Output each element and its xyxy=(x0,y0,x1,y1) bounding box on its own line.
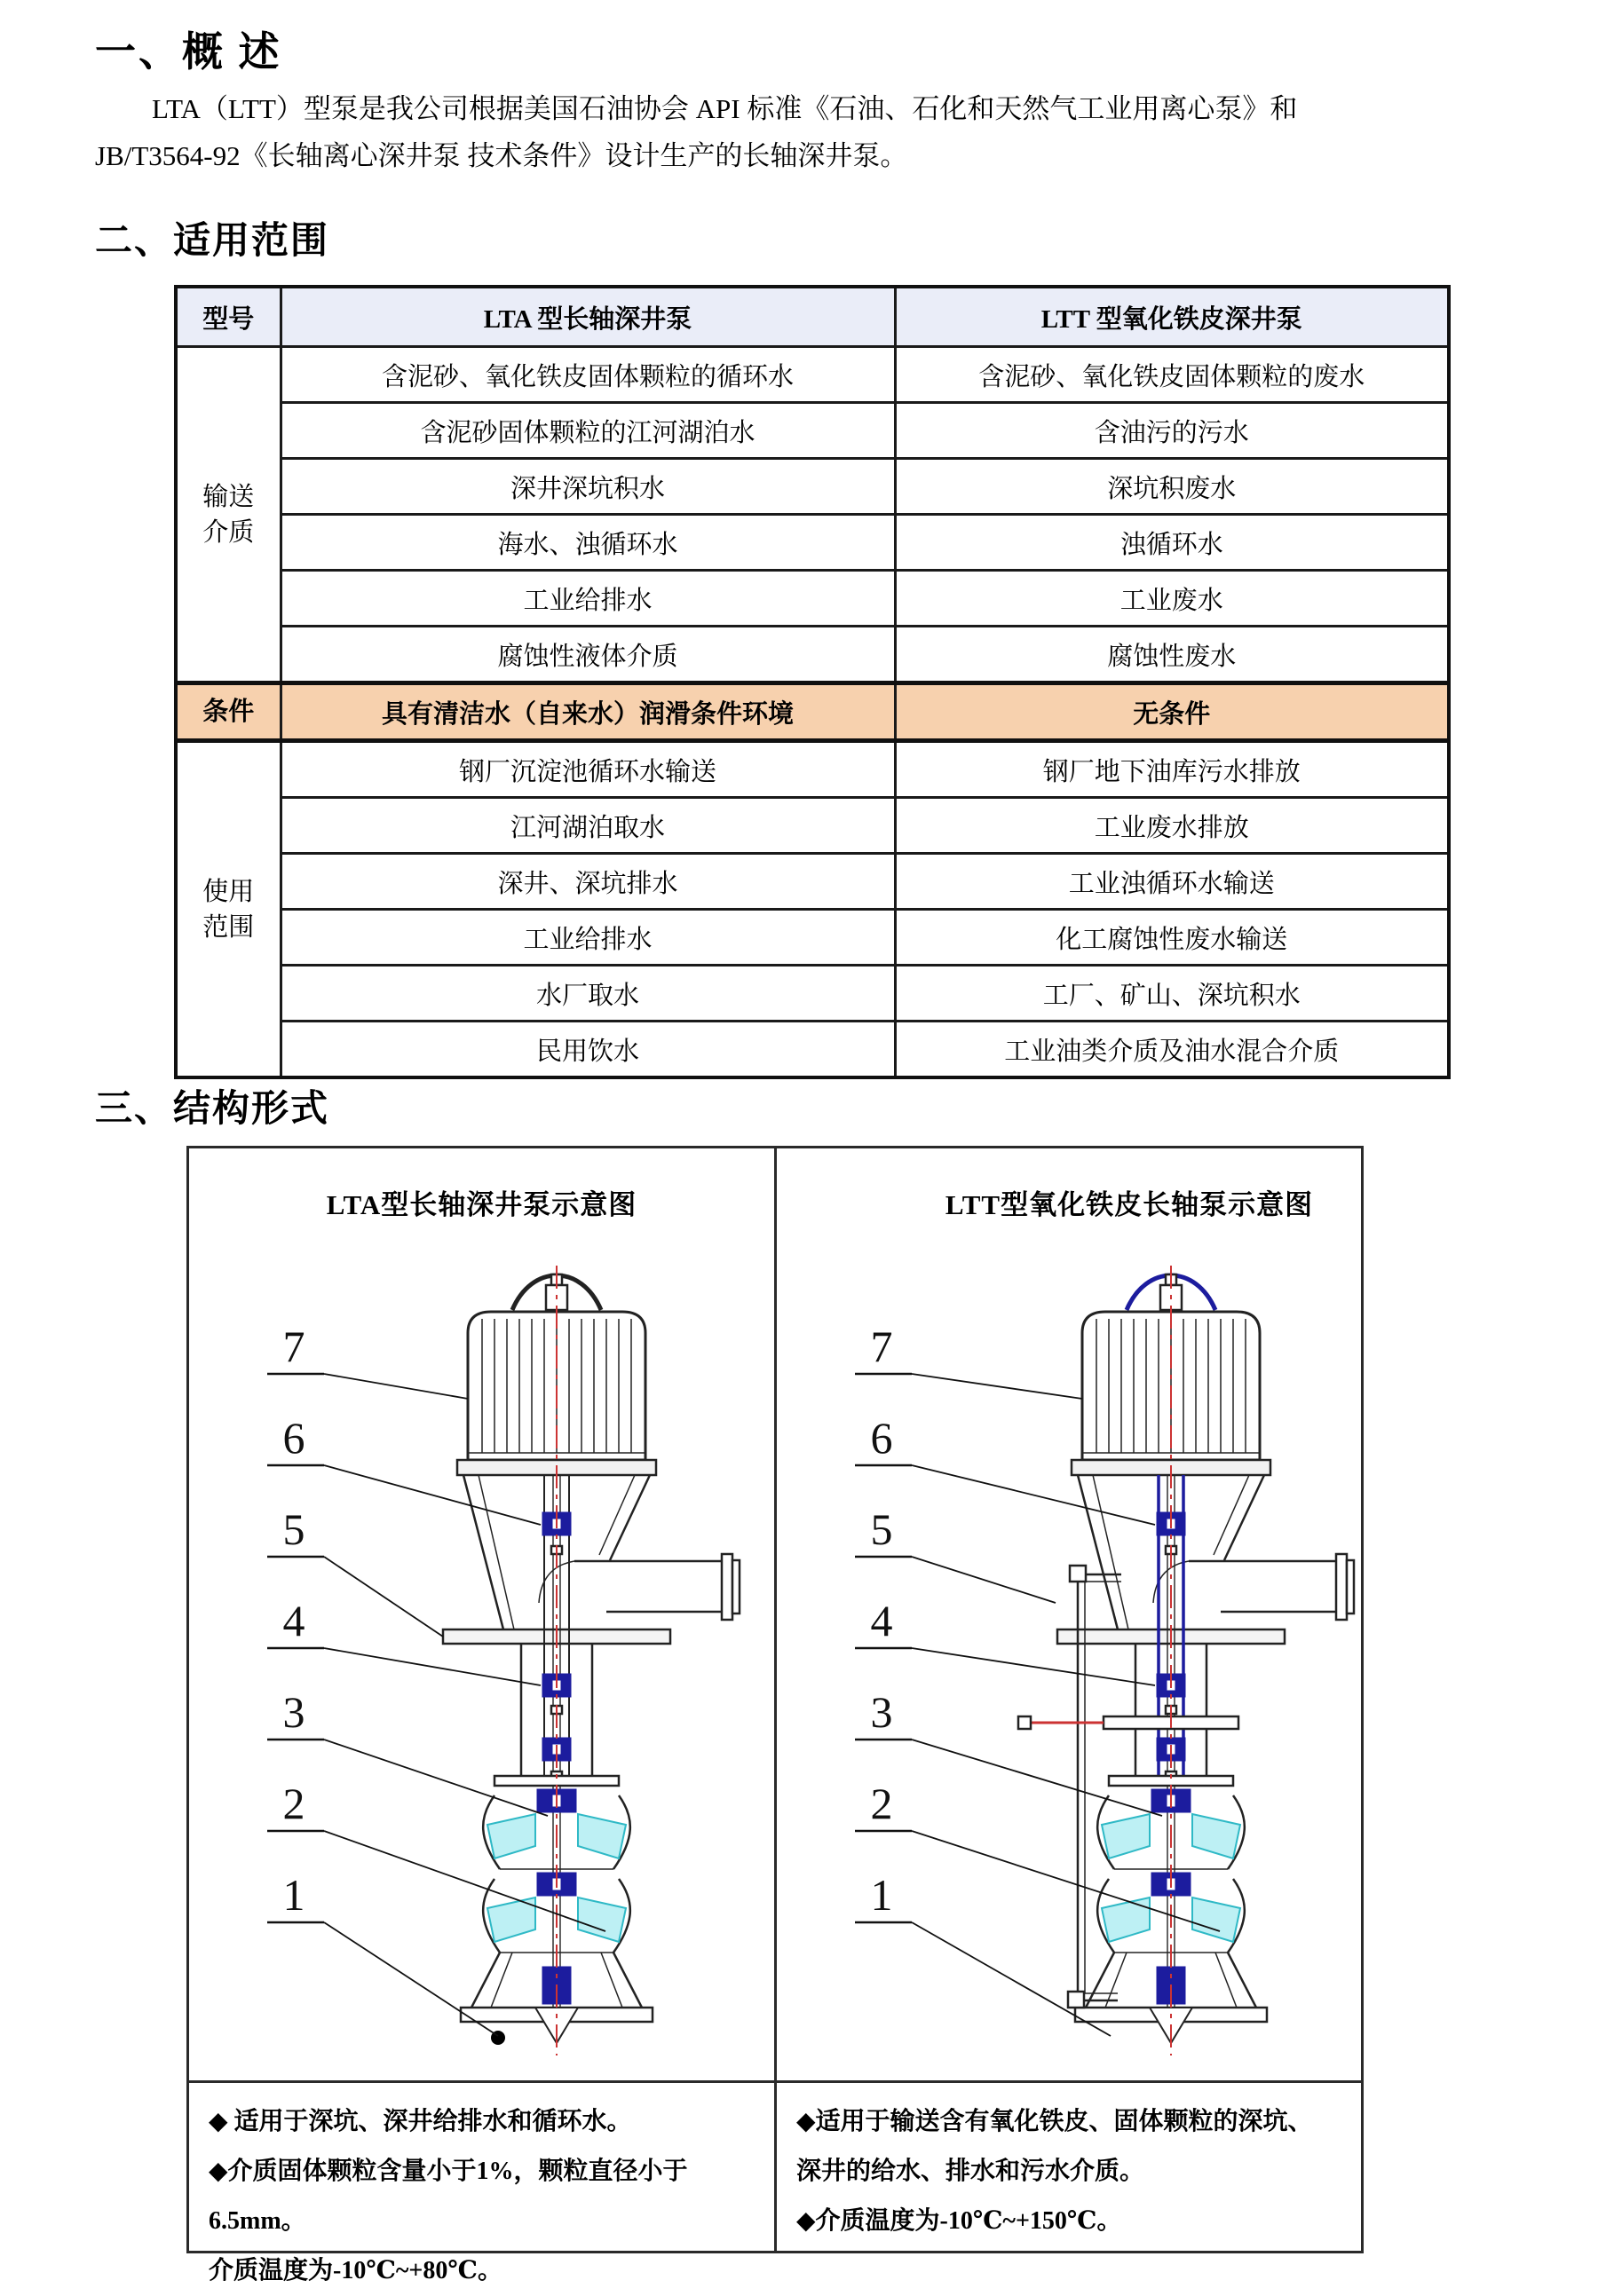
spec-cell: 民用饮水 xyxy=(281,1022,895,1078)
panel-lta-title: LTA型长轴深井泵示意图 xyxy=(326,1189,637,1220)
spec-cell: 无条件 xyxy=(895,683,1449,741)
panel-lta xyxy=(189,1148,777,2284)
spec-cell: 含油污的污水 xyxy=(895,403,1449,459)
table-row xyxy=(176,515,1449,571)
callout-number: 4 xyxy=(282,1596,305,1645)
spec-cell: 海水、浊循环水 xyxy=(281,515,895,571)
callout-number: 5 xyxy=(282,1504,305,1554)
spec-cell: 工厂、矿山、深坑积水 xyxy=(895,966,1449,1022)
spec-cell: 工业废水排放 xyxy=(895,798,1449,854)
spec-cell: 具有清洁水（自来水）润滑条件环境 xyxy=(281,683,895,741)
spec-cell: 深坑积废水 xyxy=(895,459,1449,515)
spec-cell: 深井深坑积水 xyxy=(281,459,895,515)
spec-cell: 工业废水 xyxy=(895,571,1449,627)
structure-diagram-box xyxy=(186,1146,1364,2284)
callout-number: 2 xyxy=(282,1779,305,1828)
note-line: ◆介质温度为-10℃~+150℃。 xyxy=(796,2207,1122,2235)
row-group-label: 使用范围 xyxy=(176,741,281,1078)
spec-cell: 工业油类介质及油水混合介质 xyxy=(895,1022,1449,1078)
spec-table-body xyxy=(176,347,1449,1078)
table-header-row xyxy=(176,287,1449,347)
table-row xyxy=(176,347,1449,403)
callout-number: 1 xyxy=(870,1870,893,1920)
spec-cell: 江河湖泊取水 xyxy=(281,798,895,854)
table-row xyxy=(176,571,1449,627)
table-row xyxy=(176,1022,1449,1078)
callout-number: 7 xyxy=(282,1322,305,1371)
header-cell-ltt: LTT 型氧化铁皮深井泵 xyxy=(895,287,1449,347)
row-group-label: 输送介质 xyxy=(176,347,281,683)
section1-title: 一、概 述 xyxy=(95,29,282,75)
intro-line1: LTA（LTT）型泵是我公司根据美国石油协会 API 标准《石油、石化和天然气工业用离心泵》和 xyxy=(152,93,1298,124)
spec-cell: 水厂取水 xyxy=(281,966,895,1022)
note-line: ◆ 适用于深坑、深井给排水和循环水。 xyxy=(209,2108,632,2135)
spec-cell: 含泥砂、氧化铁皮固体颗粒的循环水 xyxy=(281,347,895,403)
note-line: 介质温度为-10℃~+80℃。 xyxy=(209,2257,502,2284)
spec-cell: 钢厂沉淀池循环水输送 xyxy=(281,741,895,798)
callout-number: 7 xyxy=(870,1322,893,1371)
table-row xyxy=(176,459,1449,515)
table-row xyxy=(176,966,1449,1022)
table-row xyxy=(176,403,1449,459)
spec-cell: 腐蚀性液体介质 xyxy=(281,627,895,683)
table-row xyxy=(176,910,1449,966)
header-cell-model: 型号 xyxy=(176,287,281,347)
row-group-label: 条件 xyxy=(176,683,281,741)
application-table xyxy=(174,285,1451,1079)
spec-cell: 腐蚀性废水 xyxy=(895,627,1449,683)
header-cell-lta: LTA 型长轴深井泵 xyxy=(281,287,895,347)
table-row xyxy=(176,627,1449,683)
note-line: ◆适用于输送含有氧化铁皮、固体颗粒的深坑、 xyxy=(796,2108,1313,2135)
intro-paragraph xyxy=(95,85,1569,179)
note-line: ◆介质固体颗粒含量小于1%，颗粒直径小于6.5mm。 xyxy=(209,2158,688,2235)
callout-number: 4 xyxy=(870,1596,893,1645)
spec-cell: 工业给排水 xyxy=(281,571,895,627)
table-row xyxy=(176,741,1449,798)
spec-cell: 含泥砂、氧化铁皮固体颗粒的废水 xyxy=(895,347,1449,403)
panel-lta-notes xyxy=(189,2080,774,2284)
spec-cell: 浊循环水 xyxy=(895,515,1449,571)
spec-cell: 含泥砂固体颗粒的江河湖泊水 xyxy=(281,403,895,459)
panel-ltt xyxy=(777,1148,1361,2251)
table-row xyxy=(176,798,1449,854)
spec-cell: 工业浊循环水输送 xyxy=(895,854,1449,910)
callout-number: 3 xyxy=(870,1687,893,1737)
spec-cell: 钢厂地下油库污水排放 xyxy=(895,741,1449,798)
table-row xyxy=(176,683,1449,741)
note-line: 深井的给水、排水和污水介质。 xyxy=(796,2158,1145,2185)
spec-cell: 深井、深坑排水 xyxy=(281,854,895,910)
pump-diagram-lta xyxy=(189,1248,774,2080)
section3-title: 三、结构形式 xyxy=(95,1089,330,1130)
spec-cell: 化工腐蚀性废水输送 xyxy=(895,910,1449,966)
callout-number: 5 xyxy=(870,1504,893,1554)
callout-number: 1 xyxy=(282,1870,305,1920)
spec-cell: 工业给排水 xyxy=(281,910,895,966)
pump-diagram-ltt xyxy=(777,1248,1362,2080)
callout-number: 3 xyxy=(282,1687,305,1737)
intro-line2: JB/T3564-92《长轴离心深井泵 技术条件》设计生产的长轴深井泵。 xyxy=(95,140,908,171)
callout-number: 6 xyxy=(282,1413,305,1463)
section2-title: 二、适用范围 xyxy=(95,221,330,262)
callout-number: 6 xyxy=(870,1413,893,1463)
panel-ltt-notes xyxy=(777,2080,1361,2251)
callout-number: 2 xyxy=(870,1779,893,1828)
table-row xyxy=(176,854,1449,910)
panel-ltt-title: LTT型氧化铁皮长轴泵示意图 xyxy=(945,1189,1314,1220)
